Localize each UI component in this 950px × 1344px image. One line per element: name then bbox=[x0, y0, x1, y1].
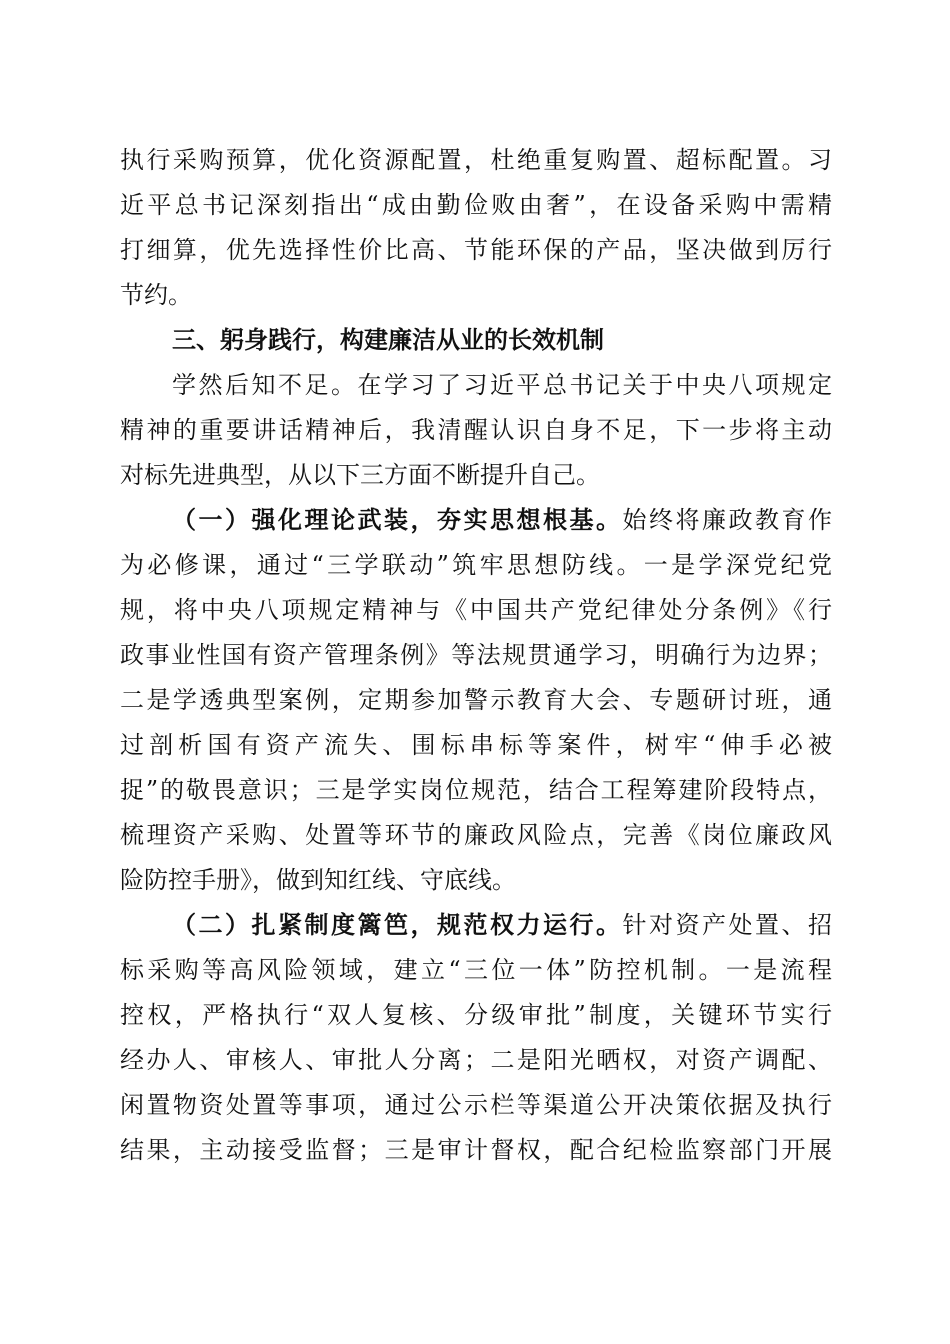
paragraph-first-line bbox=[172, 908, 832, 942]
text-run: 针对资产处置、招 bbox=[622, 911, 832, 939]
text-line: 捉”的敬畏意识；三是学实岗位规范，结合工程筹建阶段特点， bbox=[120, 776, 832, 804]
text-line: 控权，严格执行“双人复核、分级审批”制度，关键环节实行 bbox=[120, 1001, 832, 1029]
text-line: 政事业性国有资产管理条例》等法规贯通学习，明确行为边界； bbox=[120, 641, 832, 669]
text-line: 精神的重要讲话精神后，我清醒认识自身不足，下一步将主动 bbox=[120, 416, 832, 444]
subheading-2: （二）扎紧制度篱笆，规范权力运行。 bbox=[172, 910, 623, 939]
text-run: 始终将廉政教育作 bbox=[622, 506, 832, 534]
text-line: 结果，主动接受监督；三是审计督权，配合纪检监察部门开展 bbox=[120, 1136, 832, 1164]
text-line: 近平总书记深刻指出“成由勤俭败由奢”，在设备采购中需精 bbox=[120, 191, 832, 219]
section-heading: 三、躬身践行，构建廉洁从业的长效机制 bbox=[172, 326, 604, 354]
text-line: 对标先进典型，从以下三方面不断提升自己。 bbox=[120, 461, 600, 489]
text-line: 闲置物资处置等事项，通过公示栏等渠道公开决策依据及执行 bbox=[120, 1091, 832, 1119]
text-line: 梳理资产采购、处置等环节的廉政风险点，完善《岗位廉政风 bbox=[120, 821, 832, 849]
subheading-1: （一）强化理论武装，夯实思想根基。 bbox=[172, 505, 623, 534]
text-line: 学然后知不足。在学习了习近平总书记关于中央八项规定 bbox=[172, 371, 832, 399]
text-line: 打细算，优先选择性价比高、节能环保的产品，坚决做到厉行 bbox=[120, 236, 832, 264]
text-line: 为必修课，通过“三学联动”筑牢思想防线。一是学深党纪党 bbox=[120, 551, 832, 579]
text-line: 标采购等高风险领域，建立“三位一体”防控机制。一是流程 bbox=[120, 956, 832, 984]
text-line: 执行采购预算，优化资源配置，杜绝重复购置、超标配置。习 bbox=[120, 146, 832, 174]
paragraph-first-line bbox=[172, 503, 832, 537]
text-line: 规，将中央八项规定精神与《中国共产党纪律处分条例》《行 bbox=[120, 596, 832, 624]
text-line: 二是学透典型案例，定期参加警示教育大会、专题研讨班，通 bbox=[120, 686, 832, 714]
text-line: 过剖析国有资产流失、围标串标等案件，树牢“伸手必被 bbox=[120, 731, 832, 759]
text-line: 节约。 bbox=[120, 281, 192, 309]
text-line: 经办人、审核人、审批人分离；二是阳光晒权，对资产调配、 bbox=[120, 1046, 832, 1074]
text-line: 险防控手册》，做到知红线、守底线。 bbox=[120, 866, 516, 894]
